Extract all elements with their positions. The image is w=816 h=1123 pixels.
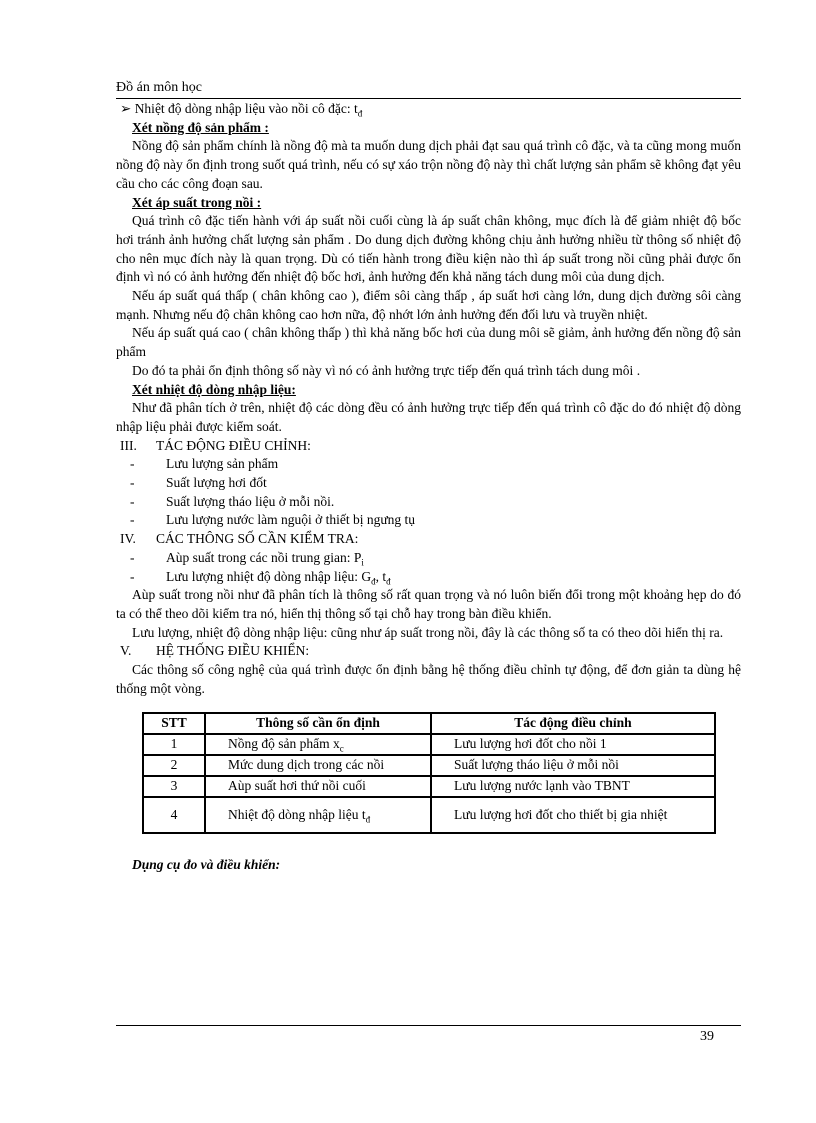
list-item: - Suất lượng hơi đốt bbox=[130, 475, 267, 491]
paragraph-pressure-1: Quá trình cô đặc tiến hành với áp suất nồi cuối cùng là áp suất chân không, mục đích là để giảm nhiệt độ bốc hơi tránh ảnh hưởng chất lượng sản phẩm . Do dung dịch đường không chịu ảnh hưởng nhiều từ thông số nhiệt độ cho nên mục đích này là quan trọng. Dù có tiến hành trong điều kiện nào thì áp suất trong nồi cũng phải được ổn định vì nó có ảnh hưởng đến nhiệt độ bốc hơi, ảnh hưởng đến khả năng tách dung môi của dung dịch. bbox=[116, 213, 741, 285]
table-header-cell: Thông số cần ổn định bbox=[205, 713, 431, 734]
control-table bbox=[142, 712, 716, 834]
table-row: 4 Nhiệt độ dòng nhập liệu $t_đ$ Lưu lượng hơi đốt cho thiết bị gia nhiệt bbox=[143, 797, 715, 833]
heading-feed-temperature: Xét nhiệt độ dòng nhập liệu: bbox=[132, 381, 296, 397]
paragraph-flow-monitoring: Lưu lượng, nhiệt độ dòng nhập liệu: cũng như áp suất trong nồi, đây là các thông số ta có theo dõi hiển thị ra. bbox=[132, 624, 724, 640]
table-header-cell: STT bbox=[143, 713, 205, 734]
section-title: HỆ THỐNG ĐIỀU KHIỂN: bbox=[156, 643, 310, 659]
header-rule bbox=[116, 98, 741, 99]
tools-heading: Dụng cụ đo và điều khiển: bbox=[132, 856, 281, 872]
list-item: - Lưu lượng nước làm nguội ở thiết bị ngưng tụ bbox=[130, 512, 416, 528]
section-title: TÁC ĐỘNG ĐIỀU CHỈNH: bbox=[156, 437, 311, 453]
header-title: Đồ án môn học bbox=[116, 80, 202, 95]
table-row: 3 Aùp suất hơi thứ nồi cuối Lưu lượng nước lạnh vào TBNT bbox=[143, 776, 715, 797]
feed-temperature-bullet bbox=[120, 100, 741, 119]
paragraph-pressure-4: Do đó ta phải ổn định thông số này vì nó có ảnh hưởng trực tiếp đến quá trình tách dung môi . bbox=[132, 362, 641, 378]
paragraph-pressure-3: Nếu áp suất quá cao ( chân không thấp ) thì khả năng bốc hơi của dung môi sẽ giảm, ảnh hưởng đến nồng độ sản phẩm bbox=[116, 325, 741, 360]
table-header-cell: Tác động điều chỉnh bbox=[431, 713, 715, 734]
paragraph-pressure-monitoring: Aùp suất trong nồi như đã phân tích là thông số rất quan trọng và nó luôn biến đổi trong một khoảng hẹp do đó ta có thể theo dõi kiểm tra nó, hiển thị thông số tại chỗ hay trong bàn điều khiển. bbox=[116, 587, 741, 621]
heading-pressure: Xét áp suất trong nồi : bbox=[132, 194, 262, 210]
section-title: CÁC THÔNG SỐ CẦN KIỂM TRA: bbox=[156, 531, 359, 547]
paragraph-concentration: Nồng độ sản phẩm chính là nồng độ mà ta muốn dung dịch phải đạt sau quá trình cô đặc, và ta cũng mong muốn nồng độ này ổn định trong suốt quá trình, nếu có sự xáo trộn nồng độ này thì chất lượng sản phẩm sẽ không đạt yêu cầu cho các công đoạn sau. bbox=[116, 138, 741, 191]
list-item: - Suất lượng tháo liệu ở mỗi nồi. bbox=[130, 493, 335, 509]
arrow-bullet-icon: ➢ bbox=[120, 101, 132, 116]
paragraph-control-system: Các thông số công nghệ của quá trình được ổn định bằng hệ thống điều chỉnh tự động, để đơn giản ta dùng hệ thống một vòng. bbox=[116, 662, 741, 696]
heading-concentration: Xét nồng độ sản phẩm : bbox=[132, 119, 269, 135]
subscript: đ bbox=[357, 108, 363, 119]
list-item: - Lưu lượng nhiệt độ dòng nhập liệu: $G_đ$, $t_đ$ bbox=[130, 568, 391, 587]
document-body bbox=[116, 100, 741, 874]
list-item: - Aùp suất trong các nồi trung gian: $P_i$ bbox=[130, 549, 364, 568]
section-numeral: III. bbox=[120, 437, 137, 453]
paragraph-feed-temperature: Như đã phân tích ở trên, nhiệt độ các dòng đều có ảnh hưởng trực tiếp đến quá trình cô đặc do đó nhiệt độ dòng nhập liệu phải được kiểm soát. bbox=[116, 400, 741, 434]
table-header-row bbox=[143, 713, 715, 734]
section-heading-iii bbox=[120, 437, 741, 456]
page-number: 39 bbox=[700, 1029, 714, 1044]
bullet-text: Nhiệt độ dòng nhập liệu vào nồi cô đặc: t bbox=[134, 101, 358, 116]
section-numeral: V. bbox=[120, 643, 132, 659]
table-row: 2 Mức dung dịch trong các nồi Suất lượng tháo liệu ở mỗi nồi bbox=[143, 755, 715, 776]
footer-rule bbox=[116, 1025, 741, 1026]
section-heading-iv bbox=[120, 530, 741, 549]
list-item: - Lưu lượng sản phẩm bbox=[130, 456, 279, 472]
section-numeral: IV. bbox=[120, 531, 136, 547]
paragraph-pressure-2: Nếu áp suất quá thấp ( chân không cao ), điểm sôi càng thấp , áp suất hơi càng lớn, dung dịch đường sôi càng mạnh. Nhưng nếu độ chân không cao hơn nữa, độ nhớt lớn ảnh hưởng đến đối lưu và truyền nhiệt. bbox=[116, 288, 741, 322]
section-heading-v bbox=[120, 642, 741, 661]
table-row: 1 Nồng độ sản phẩm $x_c$ Lưu lượng hơi đốt cho nồi 1 bbox=[143, 734, 715, 755]
